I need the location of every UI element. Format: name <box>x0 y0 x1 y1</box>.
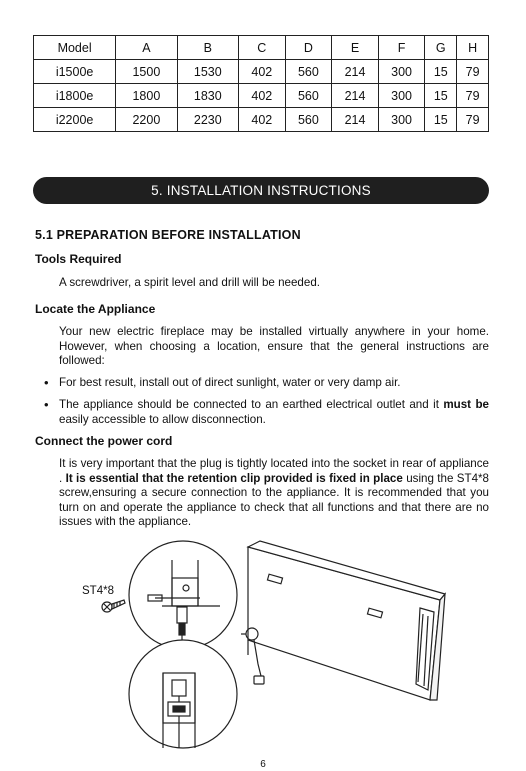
table-cell: 15 <box>425 84 457 108</box>
table-header-cell: B <box>177 36 238 60</box>
table-cell: 300 <box>378 60 425 84</box>
installation-diagram <box>70 540 470 750</box>
table-cell: 2200 <box>116 108 177 132</box>
table-cell: 300 <box>378 84 425 108</box>
table-cell: 1530 <box>177 60 238 84</box>
tools-text: A screwdriver, a spirit level and drill will be needed. <box>59 276 320 289</box>
table-cell: 214 <box>332 84 379 108</box>
locate-text: Your new electric fireplace may be installed virtually anywhere in your home. However, when choosing a location, ensure that the general instructions are followed: <box>59 325 489 367</box>
bullet-text-part: The appliance should be connected to an earthed electrical outlet and it <box>59 398 444 411</box>
table-cell: 560 <box>285 84 332 108</box>
bullet-text <box>59 398 489 427</box>
table-header-cell: A <box>116 36 177 60</box>
power-text-part: It is very important that the plug is tightly located into the socket in rear of appliance . <box>59 457 489 485</box>
table-header-cell: F <box>378 36 425 60</box>
table-cell: 214 <box>332 108 379 132</box>
zoom-circle-top <box>129 541 237 650</box>
table-header-cell: C <box>239 36 286 60</box>
section-banner: 5. INSTALLATION INSTRUCTIONS <box>33 177 489 204</box>
fireplace-illustration <box>248 541 445 700</box>
table-cell: 79 <box>457 108 489 132</box>
power-text-part: using the ST4*8 screw,ensuring a secure connection to the appliance. It is recommended that you turn on and operate the appliance to check that all functions and that there are no issues with the appliance. <box>59 471 489 528</box>
page-number: 6 <box>260 759 266 770</box>
table-cell: 1800 <box>116 84 177 108</box>
table-cell-model: i1800e <box>34 84 116 108</box>
section-title: 5.1 PREPARATION BEFORE INSTALLATION <box>35 228 301 242</box>
table-header-cell: E <box>332 36 379 60</box>
table-header-cell: H <box>457 36 489 60</box>
table-cell: 300 <box>378 108 425 132</box>
table-cell: 402 <box>239 84 286 108</box>
table-header-row <box>34 36 489 60</box>
bullet-text-part: easily accessible to allow disconnection. <box>59 412 266 426</box>
table-cell: 79 <box>457 84 489 108</box>
screw-icon <box>102 600 125 612</box>
table-cell-model: i2200e <box>34 108 116 132</box>
locate-heading: Locate the Appliance <box>35 302 156 316</box>
bullet-dot-icon: • <box>44 397 49 412</box>
tools-heading: Tools Required <box>35 252 122 266</box>
table-header-cell: Model <box>34 36 116 60</box>
power-heading: Connect the power cord <box>35 434 173 448</box>
table-cell: 402 <box>239 108 286 132</box>
table-cell: 15 <box>425 108 457 132</box>
table-row <box>34 108 489 132</box>
table-header-cell: G <box>425 36 457 60</box>
table-cell: 1830 <box>177 84 238 108</box>
bullet-dot-icon: • <box>44 375 49 390</box>
zoom-circle-bottom <box>129 640 237 748</box>
screw-label: ST4*8 <box>82 585 114 597</box>
bullet-text-bold: must be <box>443 398 489 411</box>
table-cell: 1500 <box>116 60 177 84</box>
power-text <box>59 457 489 530</box>
dimensions-table <box>33 35 489 132</box>
table-body <box>34 60 489 132</box>
table-cell: 560 <box>285 60 332 84</box>
table-cell: 15 <box>425 60 457 84</box>
table-row <box>34 60 489 84</box>
table-cell-model: i1500e <box>34 60 116 84</box>
table-cell: 402 <box>239 60 286 84</box>
table-header-cell: D <box>285 36 332 60</box>
table-row <box>34 84 489 108</box>
table-cell: 79 <box>457 60 489 84</box>
table-cell: 560 <box>285 108 332 132</box>
table-cell: 2230 <box>177 108 238 132</box>
table-cell: 214 <box>332 60 379 84</box>
power-text-bold: It is essential that the retention clip provided is fixed in place <box>65 471 403 485</box>
bullet-text: For best result, install out of direct sunlight, water or very damp air. <box>59 376 401 389</box>
